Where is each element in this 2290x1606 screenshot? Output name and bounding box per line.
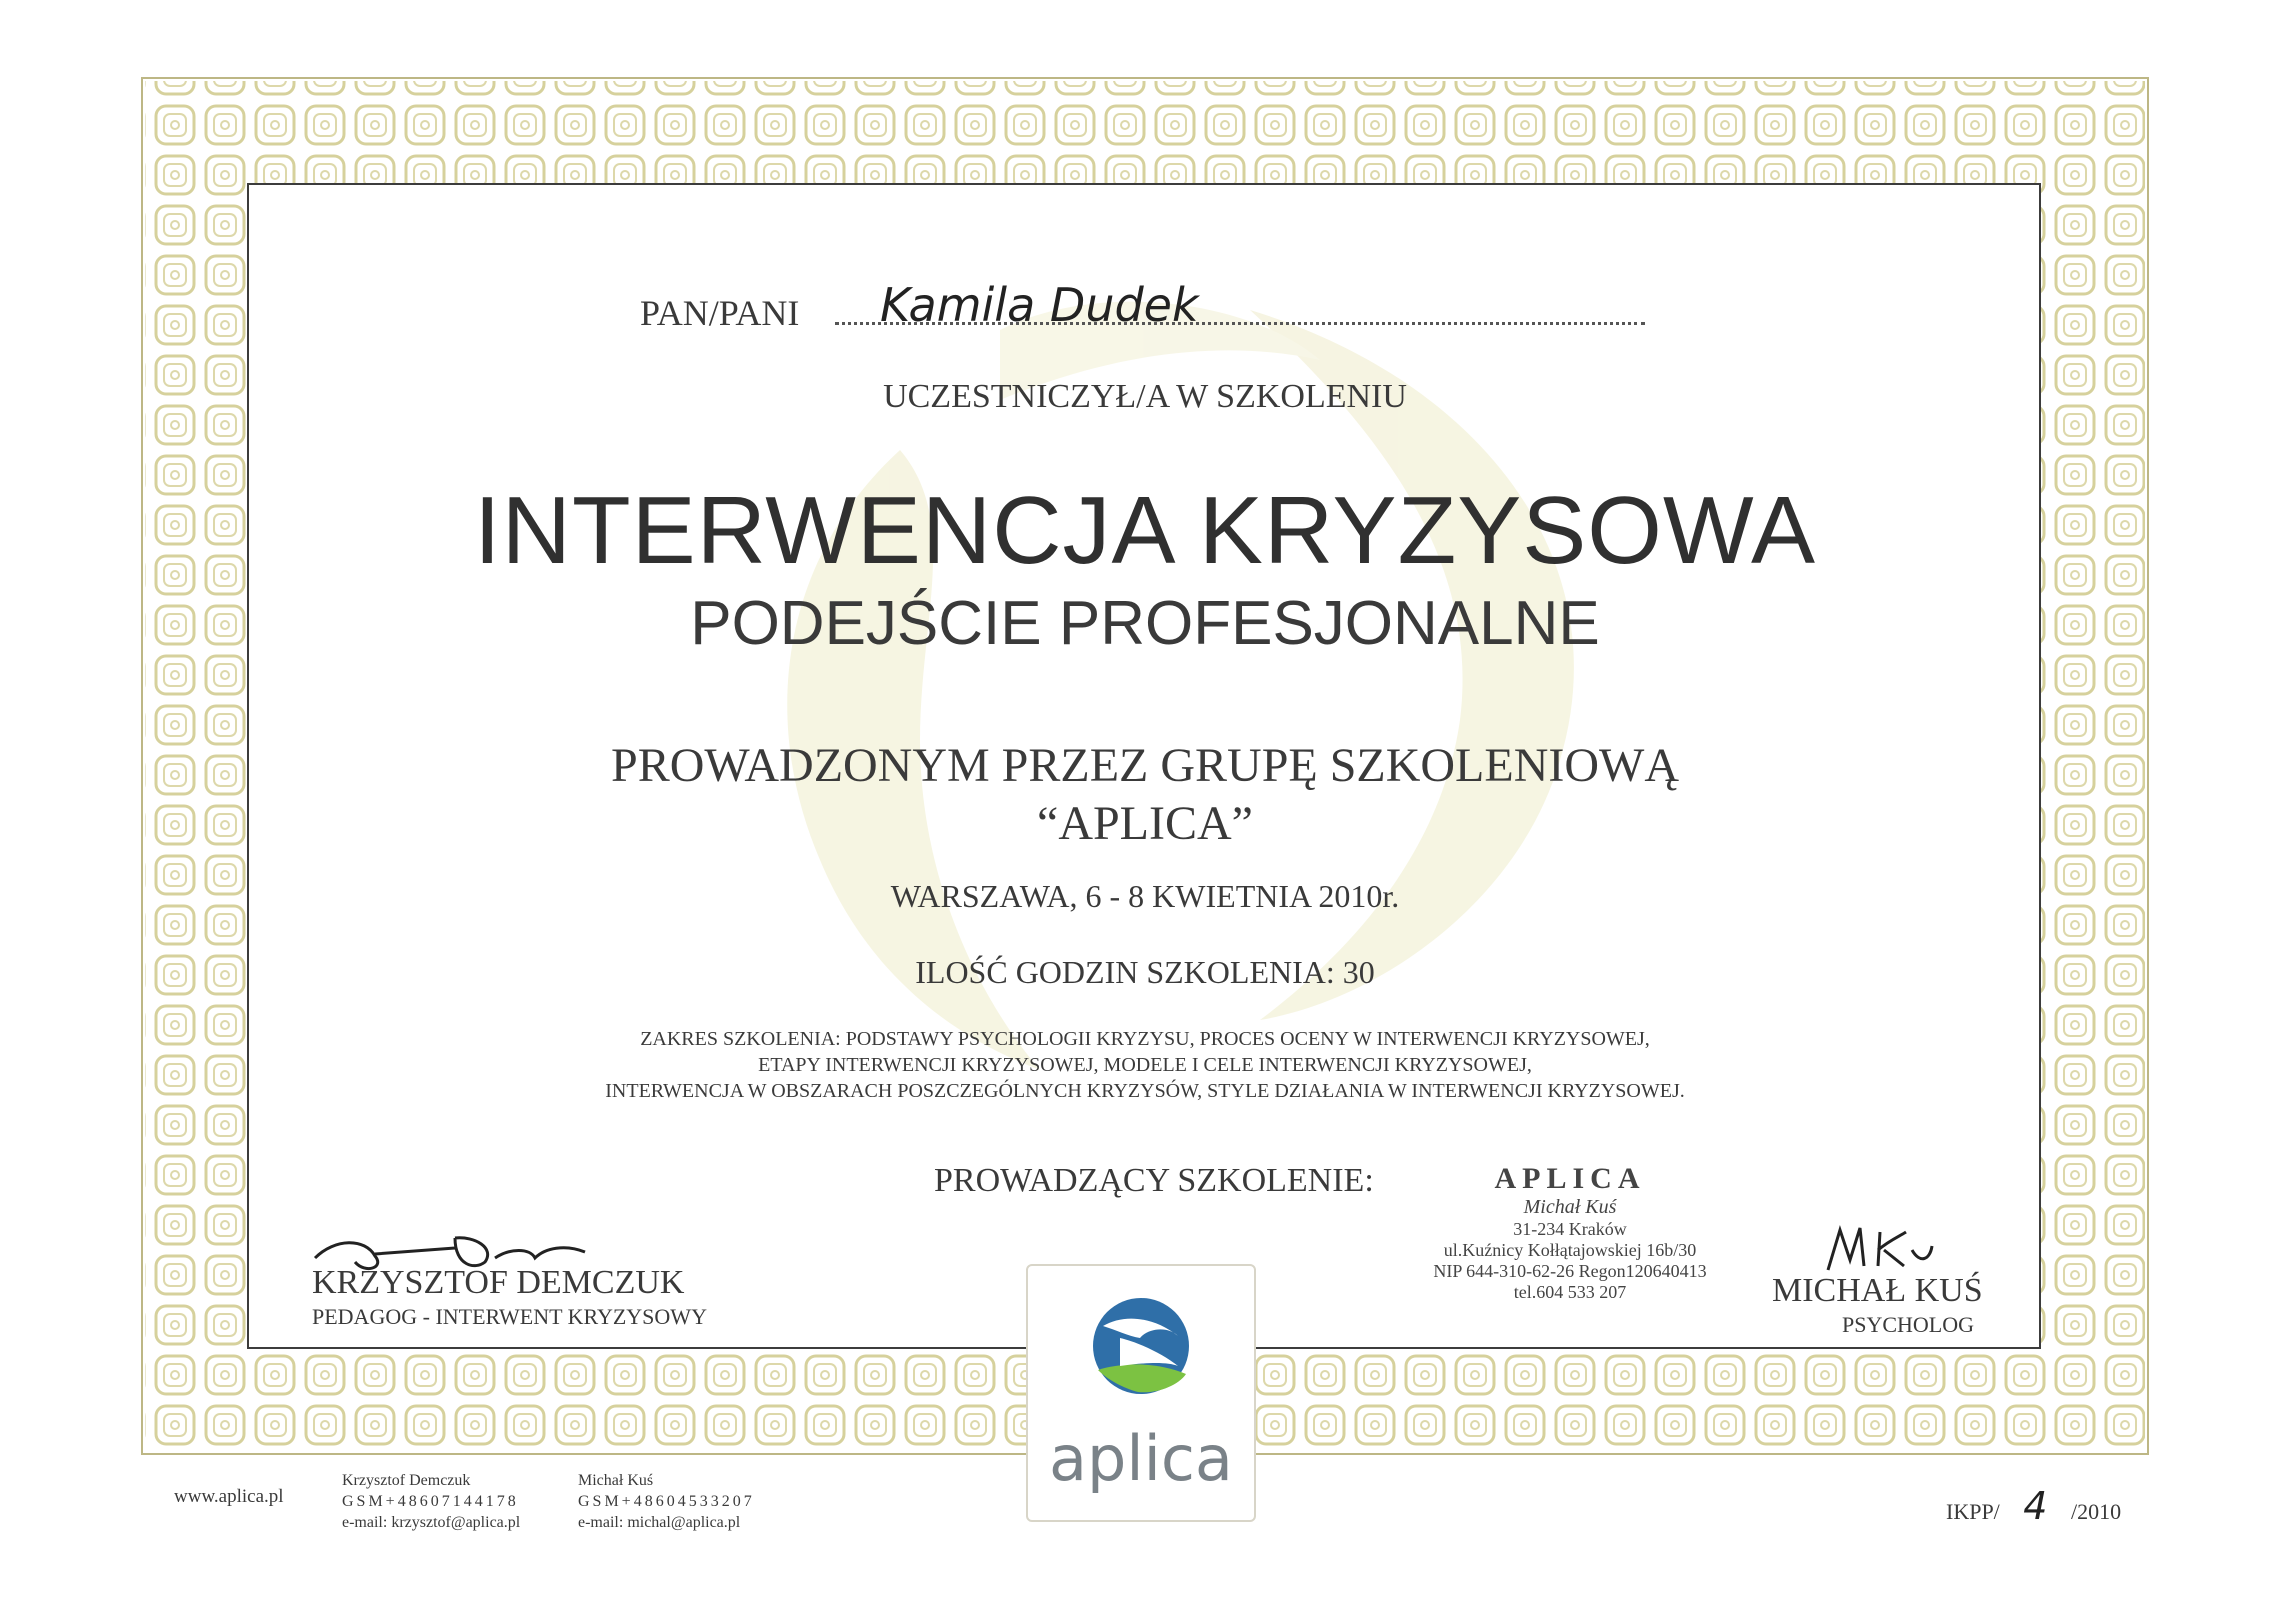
contact-name: Michał Kuś (578, 1472, 654, 1489)
recipient-label: PAN/PANI (640, 293, 800, 333)
contact-email: e-mail: krzysztof@aplica.pl (342, 1514, 521, 1531)
ref-prefix: IKPP/ (1946, 1499, 2000, 1524)
signatory-left-name: KRZYSZTOF DEMCZUK (312, 1264, 685, 1301)
reference-number (1946, 1484, 2121, 1528)
trainers-label: PROWADZĄCY SZKOLENIE: (934, 1162, 1374, 1199)
aplica-logo-box (1026, 1264, 1256, 1522)
footer-website: www.aplica.pl (174, 1486, 284, 1507)
contact-name: Krzysztof Demczuk (342, 1472, 471, 1489)
footer-contact-2 (578, 1470, 755, 1533)
conducted-by-text: PROWADZONYM PRZEZ GRUPĘ SZKOLENIOWĄ (611, 739, 1679, 792)
scope-line: ZAKRES SZKOLENIA: PODSTAWY PSYCHOLOGII KRYZYSU, PROCES OCENY W INTERWENCJI KRYZYSOWEJ, (640, 1028, 1650, 1050)
contact-phone: GSM+48607144178 (342, 1493, 519, 1510)
aplica-logo-text: aplica (1049, 1422, 1233, 1495)
aplica-logo-icon (1028, 1266, 1254, 1416)
certificate-subtitle: PODEJŚCIE PROFESJONALNE (690, 589, 1600, 658)
contact-phone: GSM+48604533207 (578, 1493, 755, 1510)
stamp-city: 31-234 Kraków (1513, 1219, 1627, 1239)
ref-suffix: /2010 (2070, 1499, 2122, 1524)
training-scope (0, 1026, 2290, 1104)
stamp-person: Michał Kuś (1523, 1196, 1617, 1218)
organizer-name: “APLICA” (1037, 797, 1253, 850)
contact-email: e-mail: michal@aplica.pl (578, 1514, 741, 1531)
stamp-street: ul.Kuźnicy Kołłątajowskiej 16b/30 (1443, 1240, 1697, 1260)
participated-text: UCZESTNICZYŁ/A W SZKOLENIU (883, 378, 1407, 415)
signatory-right-role: PSYCHOLOG (1842, 1312, 1975, 1337)
place-date: WARSZAWA, 6 - 8 KWIETNIA 2010r. (890, 878, 1400, 914)
signatory-right-name: MICHAŁ KUŚ (1772, 1272, 1983, 1309)
signatory-left-role: PEDAGOG - INTERWENT KRYZYSOWY (312, 1304, 707, 1329)
recipient-name: Kamila Dudek (880, 278, 1199, 332)
ref-number: 4 (2023, 1484, 2048, 1528)
company-stamp (1380, 1162, 1760, 1303)
certificate-title: INTERWENCJA KRYZYSOWA (473, 477, 1817, 584)
stamp-nip: NIP 644-310-62-26 Regon120640413 (1433, 1261, 1707, 1281)
stamp-company: APLICA (1494, 1162, 1646, 1195)
stamp-phone: tel.604 533 207 (1513, 1282, 1627, 1302)
signature-right (1820, 1220, 1940, 1280)
scope-line: INTERWENCJA W OBSZARACH POSZCZEGÓLNYCH KRYZYSÓW, STYLE DZIAŁANIA W INTERWENCJI KRYZYSOWEJ. (605, 1080, 1685, 1102)
scope-line: ETAPY INTERWENCJI KRYZYSOWEJ, MODELE I CELE INTERWENCJI KRYZYSOWEJ, (758, 1054, 1532, 1076)
training-hours: ILOŚĆ GODZIN SZKOLENIA: 30 (915, 954, 1375, 990)
footer-contact-1 (342, 1470, 520, 1533)
